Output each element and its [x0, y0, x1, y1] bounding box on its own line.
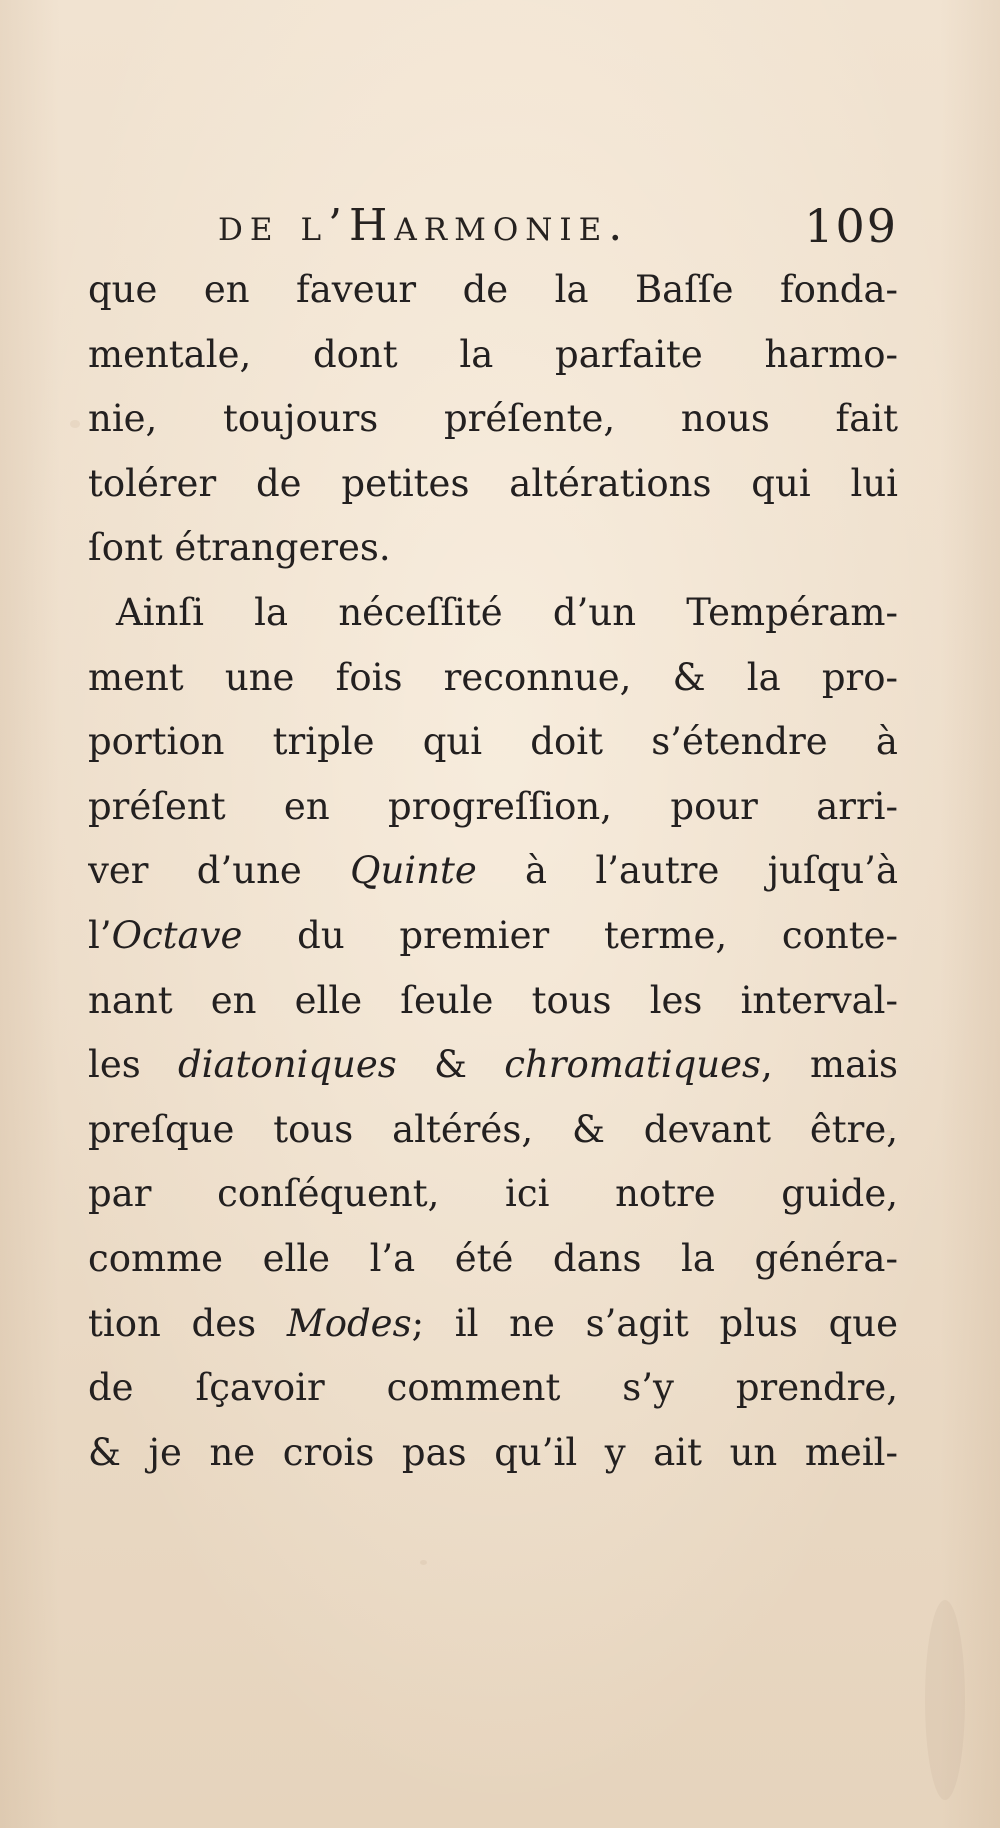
italic-term: Octave — [111, 913, 243, 957]
text-line: ment une fois reconnue, & la pro- — [88, 655, 898, 699]
italic-term: Quinte — [350, 849, 477, 893]
text-line: tion des Modes; il ne s’agit plus que — [88, 1301, 898, 1345]
text-line: ſont étrangeres. — [88, 526, 391, 570]
italic-term: diatoniques — [177, 1043, 397, 1087]
text-line: portion triple qui doit s’étendre à — [88, 720, 898, 764]
text-line: l’Octave du premier terme, conte- — [88, 913, 898, 957]
italic-term: Modes — [286, 1301, 412, 1345]
text-line: mentale, dont la parfaite harmo- — [88, 332, 898, 376]
running-head — [100, 196, 900, 256]
text-line: que en faveur de la Baſſe fonda- — [88, 268, 898, 311]
text-line: preſque tous altérés, & devant être, — [88, 1107, 898, 1151]
italic-term: chromatiques — [504, 1043, 761, 1087]
text-line: ver d’une Quinte à l’autre juſqu’à — [88, 849, 898, 893]
text-line: par conſéquent, ici notre guide, — [88, 1172, 898, 1216]
page-number: 109 — [804, 199, 898, 253]
paper-stain — [70, 420, 80, 428]
text-line: Ainſi la néceſſité d’un Tempéram- — [116, 590, 898, 634]
paper-stain — [925, 1600, 965, 1800]
paper-stain — [420, 1560, 427, 1565]
text-line: nant en elle ſeule tous les interval- — [88, 978, 898, 1022]
text-line: comme elle l’a été dans la généra- — [88, 1236, 898, 1280]
running-title: de l’Harmonie. — [218, 200, 630, 251]
text-line: & je ne crois pas qu’il y ait un meil- — [88, 1430, 898, 1474]
body-text — [88, 258, 898, 1485]
text-line: préſent en progreſſion, pour arri- — [88, 784, 898, 828]
text-line: nie, toujours préſente, nous fait — [88, 397, 898, 441]
text-line: de ſçavoir comment s’y prendre, — [88, 1366, 898, 1410]
text-line: tolérer de petites altérations qui lui — [88, 461, 898, 505]
text-line: les diatoniques & chromatiques, mais — [88, 1043, 898, 1087]
